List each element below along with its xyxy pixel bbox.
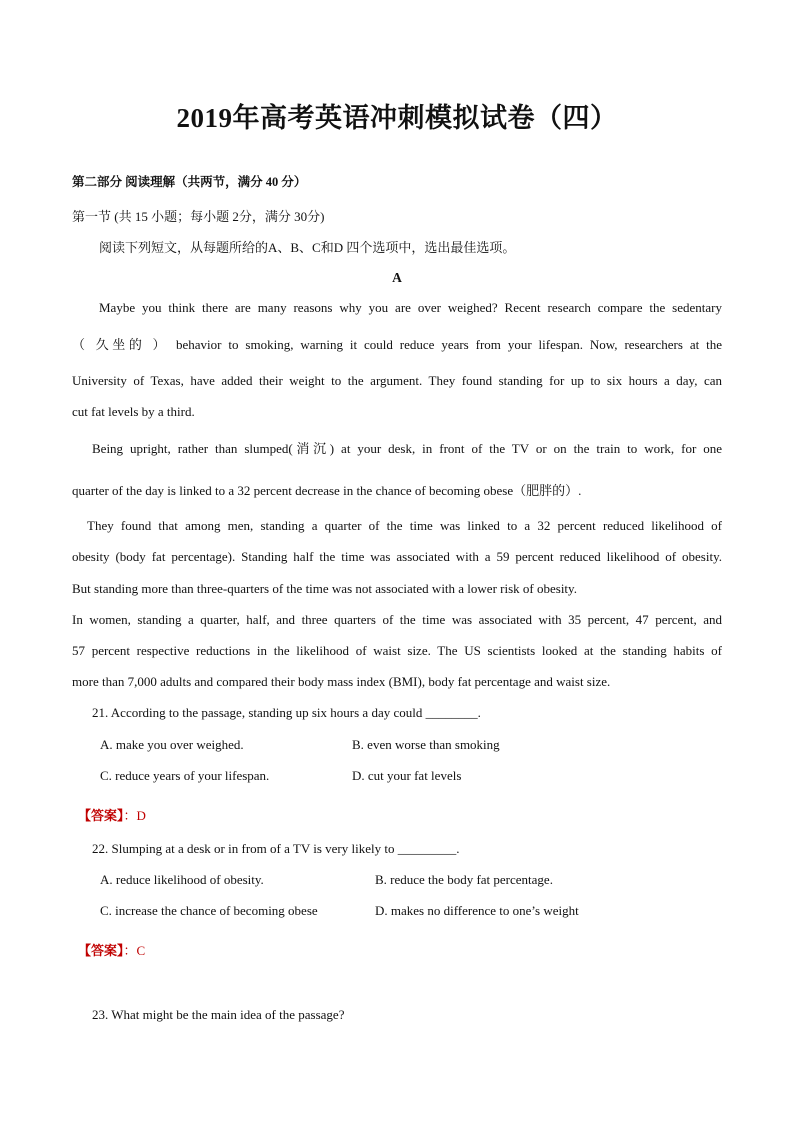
part-heading: 第二部分 阅读理解（共两节，满分 40 分） <box>72 175 307 189</box>
question-stem: 22. Slumping at a desk or in from of a TV is very likely to _________. <box>92 841 460 856</box>
option-d: D. cut your fat levels <box>352 768 462 783</box>
passage-line: cut fat levels by a third. <box>72 404 195 419</box>
option-a: A. make you over weighed. <box>100 737 244 752</box>
answer-label: 【答案】 <box>78 808 124 823</box>
answer-label: 【答案】 <box>78 943 124 958</box>
option-c: C. increase the chance of becoming obese <box>100 903 318 918</box>
option-a: A. reduce likelihood of obesity. <box>100 872 264 887</box>
answer-line <box>78 940 145 959</box>
option-b: B. reduce the body fat percentage. <box>375 872 553 887</box>
passage-letter: A <box>392 270 402 285</box>
passage-line: Maybe you think there are many reasons why you are over weighed? Recent research compare the sedentary <box>99 300 722 315</box>
passage-line: 57 percent respective reductions in the likelihood of waist size. The US scientists looked at the standing habits of <box>72 643 722 658</box>
page-title: 2019年高考英语冲刺模拟试卷（四） <box>176 103 618 133</box>
option-c: C. reduce years of your lifespan. <box>100 768 270 783</box>
question-stem: 21. According to the passage, standing up six hours a day could ________. <box>92 705 481 720</box>
passage-line: more than 7,000 adults and compared their body mass index (BMI), body fat percentage and waist size. <box>72 674 611 689</box>
instruction-text: 阅读下列短文，从每题所给的A、B、C和D 四个选项中，选出最佳选项。 <box>99 240 516 255</box>
question-stem: 23. What might be the main idea of the passage? <box>92 1007 345 1022</box>
passage-line: Being upright, rather than slumped(消沉) at your desk, in front of the TV or on the train to work, for one <box>92 441 722 456</box>
answer-value: ：D <box>123 808 146 823</box>
option-b: B. even worse than smoking <box>352 737 500 752</box>
answer-line <box>78 805 146 824</box>
passage-line: quarter of the day is linked to a 32 percent decrease in the chance of becoming obese（肥胖的）. <box>72 483 582 498</box>
passage-line: But standing more than three-quarters of the time was not associated with a lower risk of obesity. <box>72 581 577 596</box>
passage-line: University of Texas, have added their weight to the argument. They found standing for up to six hours a day, can <box>72 373 722 388</box>
answer-value: ：C <box>123 943 146 958</box>
section-heading: 第一节 (共 15 小题；每小题 2分，满分 30分) <box>72 209 325 224</box>
passage-line: obesity (body fat percentage). Standing half the time was associated with a 59 percent reduced likelihood of obesity. <box>72 549 722 564</box>
option-d: D. makes no difference to one’s weight <box>375 903 579 918</box>
passage-line: In women, standing a quarter, half, and three quarters of the time was associated with 35 percent, 47 percent, and <box>72 612 722 627</box>
passage-line: They found that among men, standing a quarter of the time was linked to a 32 percent reduced likelihood of <box>87 518 722 533</box>
passage-line: （ 久坐的 ） behavior to smoking, warning it could reduce years from your lifespan. Now, researchers at the <box>72 337 722 352</box>
